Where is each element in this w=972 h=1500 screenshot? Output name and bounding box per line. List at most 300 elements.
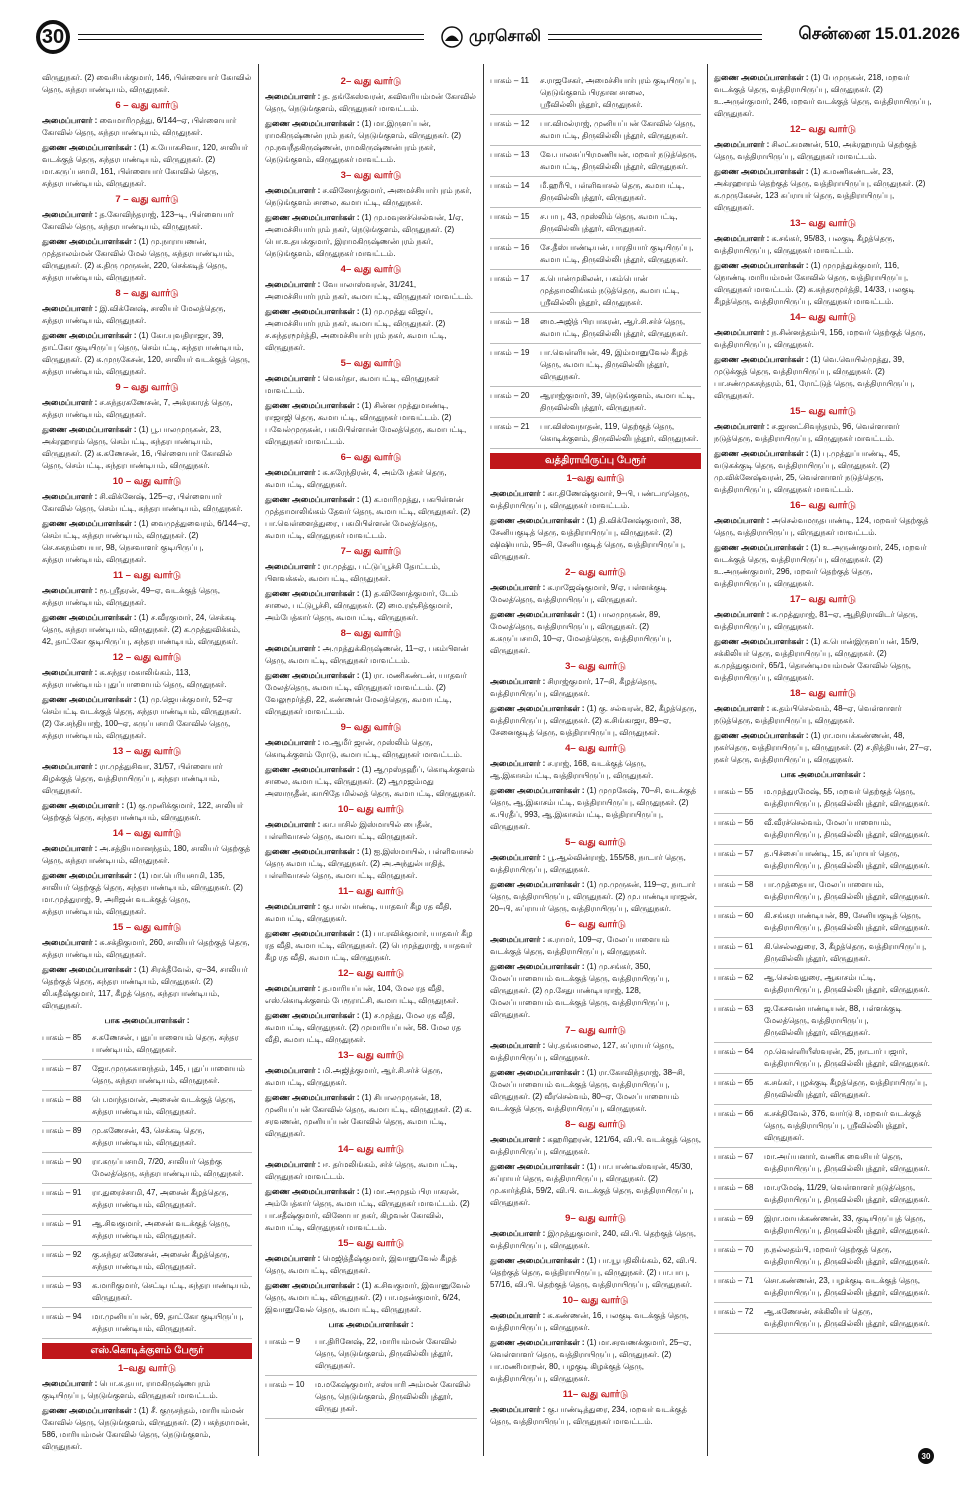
booth-organiser: ம.முத்துரமேஷ், 55, மறவர் தெற்குத் தெரு, வத்திராயிருப்பு, திருவில்லிபுத்தூர், விருதுநகர். (764, 787, 930, 808)
entry-text: ஈ. தர்மலிங்கம், சர்ச் தெரு, கூமாபட்டி, விருதுநகர் மாவட்டம். (265, 1160, 458, 1181)
booth-number: பாகம் – 56 (714, 818, 754, 827)
entry-text: (1) முமுகேஷ், 70–சி, வடக்குத் தெரு, ஆ.இகாசம்பட்டி, வத்திராயிருப்பு, விருதுநகர். (2) க.பிரதீப், 993, ஆ.இகாசம்பட்டி, வத்திராயிருப்பு, விருதுநகர். (490, 786, 697, 831)
role-label: அமைப்பாளர் : (265, 1160, 321, 1169)
organiser-entry (265, 983, 477, 1007)
organiser-entry (714, 327, 932, 351)
booth-organiser: மா.அய்யனார், வணிக வைசியர் தெரு, வத்திராயிருப்பு, திருவில்லிபுத்தூர், விருதுநகர். (764, 1152, 930, 1173)
organiser-entry (42, 937, 252, 961)
role-label: அமைப்பாளர் : (490, 1135, 546, 1144)
booth-number: பாகம் – 93 (42, 1281, 82, 1290)
organiser-entry (42, 142, 252, 190)
entry-text: (1) கு.முனிக்குமார், 122, சாலியர் தெற்குத் தெரு, சுந்தரபாண்டியம், விருதுநகர். (42, 801, 244, 822)
role-label: துணை அமைப்பாளர்கள் : (265, 1187, 360, 1196)
booth-organiser: மு.கணேசன், 43, செக்கடி தெரு, சுந்தரபாண்டியம், விருதுநகர். (92, 1126, 205, 1147)
entry-text: (1) மா.சரவணக்குமார், 25–ஏ, வெள்ளாளர் தெரு, வத்திராயிருப்பு, விருதுநகர். (2) பா.மணிமாறன், 80, பழகுடி கிழக்குத் தெரு, வத்திராயிருப்பு, விருதுநகர். (490, 1338, 692, 1383)
organiser-entry (714, 448, 932, 496)
booth-organiser: க.சக்திவேல், 376, வார்டு 8, மறவர் வடக்குத் தெரு, வத்திராயிருப்பு, ஸ்ரீவில்லிபுத்தூர், விருதுநகர். (764, 1109, 922, 1142)
role-label: அமைப்பாளர் : (265, 1254, 321, 1263)
ward-heading: 16– வது வார்டு (790, 500, 856, 511)
entry-text: இ.விக்னேஷ், சாலியர் மேலத்தெரு, சுந்தரபாண்டியம், விருதுநகர். (42, 304, 226, 325)
organiser-entry (265, 819, 477, 843)
booth-organiser: ஆராஜ்குமார், 39, நெடுங்குளம், கூமாபட்டி, திருவில்லிபுத்தூர், விருதுநகர். (540, 391, 695, 412)
role-label: துணை அமைப்பாளர் : (42, 801, 125, 810)
booth-number: பாகம் – 85 (42, 1033, 82, 1042)
rising-sun-icon (441, 26, 463, 48)
booth-row (265, 1333, 477, 1376)
organiser-entry (490, 1040, 701, 1064)
ward-heading: 11 – வது வார்டு (112, 570, 182, 581)
booth-row (265, 1376, 477, 1419)
entry-text: (1) கோ.யுவதிராஜா, 39, தாட்கோ குடியிருப்பு தெரு, செம்பட்டி, சுந்தரபாண்டியம், விருதுநகர். (2) க.முருகேசன், 120, சாலியர் வடக்குத் தெரு, சுந்தரபாண்டியம், விருதுநகர். (42, 331, 250, 376)
ward-heading: 15 – வது வார்டு (112, 922, 182, 933)
role-label: அமைப்பாளர் : (714, 140, 770, 149)
booth-organiser: ஜோ.முருககாளந்தம், 145, புதுப்பாளையம் தெரு, சுந்தரபாண்டியம், விருதுநகர். (92, 1064, 245, 1085)
entry-text: (1) மா.பெரியசாமி, 135, சாலியர் தெற்குத் தெரு, சுந்தரபாண்டியம், விருதுநகர். (2) மா.முத்துராஜ், 9, அரிஜன் வடக்குத் தெரு, சுந்தரபாண்டியம், விருதுநகர். (42, 871, 243, 916)
entry-text: (1) சிபாலமுருகன், 18, முனியப்பன் கோவில் தெரு, கூமாபட்டி, விருதுநகர். (2) க. சரவணன், முனியப்பன் கோவில் தெரு, கூமாபட்டி, விருதுநகர். (265, 1093, 472, 1138)
entry-text: (1) பூ.பாலமுருகன், 23, அக்ரஹாரம் தெரு, செம்பட்டி, சுந்தரபாண்டியம், விருதுநகர். (2) க.கணேசன், 16, பிள்ளையார் கோவில் தெரு, செம்பட்டி, சுந்தரபாண்டியம், விருதுநகர். (42, 425, 233, 470)
entry-text: கா.பாசில் இஸ்மாயில் பைதீன், பள்ளிவாசல் தெரு, கூமாபட்டி, விருதுநகர். (265, 820, 433, 841)
entry-text: கு.பால்பாண்டி, யாதவர் கீழ ரத வீதி, கூமாபட்டி, விருதுநகர். (265, 902, 452, 923)
booth-row (714, 783, 932, 814)
organiser-entry (42, 843, 252, 867)
booth-organiser: க.பொன்முகிலன், பசும்பொன் முத்தாமலிங்கம் நடுத்தெரு, கூமாபட்டி, ஸ்ரீவில்லிபுத்தூர், விருதுநகர். (540, 274, 680, 307)
entry-text: (1) ஆமுஸ்தஹீப், கொடிக்குளம் சாலை, கூமாபட்டி, விருதுநகர். (2) ஆமுஜம்மது அஸாருதீன், காயிதே மில்லத் தெரு, கூமாபட்டி, விருதுநகர். (265, 765, 476, 798)
entry-text: ச.ராஜ், 168, வடக்குத் தெரு, ஆ.இகாசம்பட்டி, வத்திராயிருப்பு, விருதுநகர். (490, 759, 654, 780)
entry-text: த.கோவிந்தராஜ், 123–டி, பிள்ளையார் கோவில் தெரு, சுந்தரபாண்டியம், விருதுநகர். (42, 210, 234, 231)
ward-heading: 6– வது வார்டு (340, 452, 402, 463)
role-label: துணை அமைப்பாளர்கள் : (490, 1068, 585, 1077)
booth-organiser: பா.திரினேஷ், 22, மாரியம்மன் கோவில் தெரு, நெடுங்குளம், திருவில்லிபுத்தூர், விருதுநகர். (315, 1337, 457, 1370)
booth-organiser: பெ.மாந்தமான், அசைன் வடக்குத் தெரு, சுந்தரபாண்டியம், விருதுநகர். (92, 1095, 236, 1116)
role-label: அமைப்பாளர் : (714, 704, 770, 713)
role-label: அமைப்பாளர் : (42, 844, 98, 853)
section-subheading: பாக அமைப்பாளர்கள் : (328, 1320, 414, 1329)
role-label: அமைப்பாளர் : (42, 304, 98, 313)
role-label: துணை அமைப்பாளர்கள் : (490, 786, 585, 795)
organiser-entry (265, 373, 477, 397)
role-label: அமைப்பாளர் : (265, 738, 321, 747)
ward-heading: 3– வது வார்டு (565, 661, 626, 672)
masthead (8, 20, 964, 62)
role-label: துணை அமைப்பாளர்கள் : (714, 637, 809, 646)
role-label: அமைப்பாளர் : (714, 422, 770, 431)
page-number: 30 (41, 25, 65, 48)
booth-organiser: சே.தீஸ்பாண்டியன், பாரதியார் குடியிருப்பு, கூமாபட்டி, திருவில்லிபுத்தூர், விருதுநகர். (540, 243, 694, 264)
booth-number: பாகம் – 66 (714, 1109, 754, 1118)
booth-row (490, 177, 701, 208)
organiser-entry (42, 115, 252, 139)
entry-text: (1) ச.வீரகுமார், 24, செக்கடி தெரு, சுந்தரபாண்டியம், விருதுநகர். (2) க.முத்துவிக்கம், 42, தாட்கோ குடியிருப்பு, சுந்தரபாண்டியம், விருதுநகர். (42, 613, 241, 646)
organiser-entry (714, 542, 932, 590)
ward-heading: 6– வது வார்டு (565, 919, 626, 930)
organiser-entry (265, 185, 477, 209)
entry-text: (1) மு.முருகன், 119–ஏ, நாடார் தெரு, வத்திராயிருப்பு, விருதுநகர். (2) மு.பாண்டியராஜன், 20–பி, சுப்ராயர் தெரு, வத்திராயிருப்பு, விருதுநகர். (490, 880, 697, 913)
entry-text: கு.பாண்டித்துரை, 234, மறவர் வடக்குத் தெரு, வத்திராயிருப்பு, விருதுநகர் மாவட்டம். (490, 1405, 687, 1426)
booth-number: பாகம் – 16 (490, 243, 530, 252)
organiser-entry (490, 852, 701, 876)
booth-row (714, 1105, 932, 1148)
organiser-entry (490, 1134, 701, 1158)
organiser-entry (714, 72, 932, 120)
entry-text: (1) மு.ஜெயக்குமார், 52–ஏ செம்பட்டி வடக்குத் தெரு, சுந்தரபாண்டியம், விருதுநகர். (2) சே.சந்தியாஜ், 100–ஏ, கருப்பசாமி கோவில் தெரு, சுந்தரபாண்டியம், விருதுநகர். (42, 695, 242, 740)
entry-text: (1) மு.நாராயணன், முத்தாலம்மன் கோவில் மேல் தெரு, சுந்தரபாண்டியம், விருதுநகர். (2) க.திரு முருகன், 220, செக்கடித் தெரு, சுந்தரபாண்டியம், விருதுநகர். (42, 237, 235, 282)
entry-text: ச.வினோத்குமார், அமைச்சியார்புரம் நகர், நெடுங்குளம் சாலை, கூமாபட்டி, விருதுநகர். (265, 186, 472, 207)
organiser-entry (490, 1228, 701, 1252)
booth-row (42, 1153, 252, 1184)
entry-text: சி.விக்னேஷ், 125–ஏ, பிள்ளையார் கோவில் தெரு, செம்பட்டி, சுந்தரபாண்டியம், விருதுநகர். (42, 492, 243, 513)
entry-text: பொ.க.தயா, ராமகிருஷ்ணபுரம் குடியிருப்பு, நெடுங்குளம், விருதுநகர் மாவட்டம். (42, 1379, 218, 1400)
entry-text: (1) த.வினோத்குமார், டேம் சாலை, பட்டுபூச்சி, விருதுநகர். (2) மை.ரஞ்சித்குமார், அம்பேத்கார் தெரு, கூமாபட்டி, விருதுநகர். (265, 589, 458, 622)
ward-heading: 11– வது வார்டு (338, 886, 404, 897)
booth-organiser: ஜ.கேசவன்பாண்டியன், 88, பள்ளக்குடி மேலத்தெரு, வத்திராயிருப்பு, திருவில்லிபுத்தூர், விருதுநகர். (764, 1004, 902, 1037)
booth-row (42, 1184, 252, 1215)
entry-text: க.முத்துராஜ், 81–ஏ, ஆதிதிராவிடர் தெரு, வத்திராயிருப்பு, விருதுநகர். (714, 610, 918, 631)
booth-number: பாகம் – 14 (490, 181, 530, 190)
booth-organiser: ரா.துரைச்சாமி, 47, அசைன் கீழத்தெரு, சுந்தரபாண்டியம், விருதுநகர். (92, 1188, 229, 1209)
role-label: அமைப்பாளர் : (490, 583, 546, 592)
footer-page-number: 30 (918, 1448, 934, 1464)
entry-text: சு.சக்திகுமார், 260, சாலியர் தெற்குத் தெரு, சுந்தரபாண்டியம், விருதுநகர். (42, 938, 250, 959)
organiser-entry (490, 1161, 701, 1209)
role-label: அமைப்பாளர் : (714, 328, 770, 337)
ward-heading: 5– வது வார்டு (340, 358, 402, 369)
entry-text: (1) க.மாரிமுத்து, பகபிள்ளன் முத்தாமாலிங்கம் தேவர் தெரு, கூமாபட்டி, விருதுநகர். (2) பா.வெள்ளைத்துரை, பகமிபிள்ளன் மேலத்தெரு, கூமாபட்டி, விருதுநகர் மாவட்டம். (265, 495, 471, 540)
ward-heading: 1–வது வார்டு (117, 1363, 177, 1374)
ward-heading: 10 – வது வார்டு (112, 476, 182, 487)
entry-text: வெகர்தா, கூமாபட்டி, விருதுநகர் மாவட்டம். (265, 374, 440, 395)
booth-number: பாகம் – 12 (490, 119, 530, 128)
organiser-entry (490, 785, 701, 833)
booth-organiser: த.பிச்சைப்பாண்டி, 15, சுப்ராயர் தெரு, வத்திராயிருப்பு, திருவில்லிபுத்தூர், விருதுநகர். (764, 849, 930, 870)
entry-text: க.ராமர், 109–ஏ, மேலப்பாளையம் வடக்குத் தெரு, வத்திராயிருப்பு, விருதுநகர். (490, 935, 670, 956)
ward-heading: 1–வது வார்டு (566, 473, 625, 484)
entry-text: (1) பா.ரவிக்குமார், யாதவர் கீழ ரத வீதி, கூமாபட்டி, விருதுநகர். (2) பெமுத்துராஜ், யாதவர் கீழ ரத வீதி, கூமாபட்டி, விருதுநகர். (265, 929, 473, 962)
booth-number: பாகம் – 65 (714, 1078, 754, 1087)
entry-text: (1) க.பொன்இருளப்பன், 15/9, சக்கிலியர் தெரு, வத்திராயிருப்பு, விருதுநகர். (2) க.முத்துகுமார், 65/1, தொண்டிமயம்மன் கோவில் தெரு, வத்திராயிருப்பு, விருதுநகர். (714, 637, 919, 682)
role-label: துணை அமைப்பாளர்கள் : (265, 929, 360, 938)
booth-row (490, 270, 701, 313)
organiser-entry (42, 761, 252, 797)
booth-organiser: இரா.மாயக்கண்ணன், 33, குடியிருப்புத் தெரு, வத்திராயிருப்பு, திருவில்லிபுத்தூர், விருதுநகர். (764, 1214, 930, 1235)
booth-organiser: சொ.கண்ணன், 23, பழக்குடி வடக்குத் தெரு, வத்திராயிருப்பு, திருவில்லிபுத்தூர், விருதுநகர். (764, 1276, 930, 1297)
entry-text: (1) பேமுருகன், 218, மறவர் வடக்குத் தெரு, வத்திராயிருப்பு, விருதுநகர். (2) உ.அருள்குமார், 246, மறவர் வடக்குத் தெரு, வத்திராயிருப்பு, விருதுநகர். (714, 73, 932, 118)
organiser-entry (42, 1378, 252, 1402)
organiser-entry (490, 961, 701, 1021)
entry-text: ரா.முத்துசிவா, 31/57, பிள்ளையார் கிழக்குத் தெரு, வத்திராயிருப்பு, சுந்தரபாண்டியம், விருதுநகர். (42, 762, 223, 795)
ward-heading: 12– வது வார்டு (790, 124, 856, 135)
booth-organiser: ஆ.சிவகுமார், அசைன் வடக்குத் தெரு, சுந்தரபாண்டியம், விருதுநகர். (92, 1219, 231, 1240)
organiser-entry (42, 1405, 252, 1453)
booth-row (42, 1060, 252, 1091)
entry-text: (1) பாலமுருகன், 89, மேலத்தெரு, வத்திராயிருப்பு, விருதுநகர். (2) க.கருப்பசாமி, 10–ஏ, மேலத்தெரு, வத்திராயிருப்பு, விருதுநகர். (490, 610, 672, 655)
entry-text: (1) சீ. குருசந்தம், மாரியம்மன் கோவில் தெரு, நெடுங்குளம், விருதுநகர். (2) பகந்தராமன், 586, மாரியம்மன் கோவில் தெரு, நெடுங்குளம், விருதுநகர். (42, 1406, 250, 1451)
ward-heading: 18– வது வார்டு (790, 688, 856, 699)
role-label: அமைப்பாளர் : (490, 759, 546, 768)
ward-heading: 14– வது வார்டு (790, 312, 856, 323)
entry-text: (1) ரா.கோவிந்தராஜ், 38–சி, மேலப்பாளையம் வடக்குத் தெரு, வத்திராயிருப்பு, விருதுநகர். (2) வீரசெல்வம், 80–ஏ, மேலப்பாளையம் வடக்குத் தெரு, வத்திராயிருப்பு, விருதுநகர். (490, 1068, 685, 1113)
entry-text: (1) ரா. மணிகண்டன், யாதவர் மேலத்தெரு, கூமாபட்டி, விருதுநகர் மாவட்டம். (2) வேலுமூர்த்தி, 22, கண்ணன் மேலத்தெரு, கூமாபட்டி, விருதுநகர் மாவட்டம். (265, 671, 467, 716)
entry-text: (1) மு.மவுனச்செல்வன், 1/ஏ, அமைச்சியார்புரம் நகர், நெடுங்குளம், விருதுநகர். (2) பொ.உதயக்குமார், இராமகிருஷ்ணன்புரம் நகர், நெடுங்குளம், விருதுநகர் மாவட்டம். (265, 213, 464, 258)
organiser-entry (265, 306, 477, 354)
organiser-entry (265, 928, 477, 964)
role-label: அமைப்பாளர் : (42, 1379, 98, 1388)
organiser-entry (265, 494, 477, 542)
booth-organiser: பா.விமல்ராஜ், முனியப்பன் கோவில் தெரு, கூமாபட்டி, திருவில்லிபுத்தூர், விருதுநகர். (540, 119, 696, 140)
booth-number: பாகம் – 58 (714, 880, 754, 889)
organiser-entry (714, 166, 932, 214)
role-label: அமைப்பாளர் : (265, 92, 321, 101)
entry-text: (1) பு.முத்துப்பாண்டி, 45, வடுகக்குடி தெரு, வத்திராயிருப்பு, விருதுநகர். (2) மு.விக்னேஷ்வரன், 25, வெள்ளாளர் நடுத்தெரு, வத்திராயிருப்பு, விருதுநகர் மாவட்டம். (714, 449, 901, 494)
role-label: அமைப்பாளர் : (265, 984, 321, 993)
booth-number: பாகம் – 90 (42, 1157, 82, 1166)
role-label: அமைப்பாளர் : (42, 398, 98, 407)
booth-row (714, 1303, 932, 1334)
booth-organiser: ஆ.கணேசன், சக்கிலியர் தெரு, வத்திராயிருப்பு, திருவில்லிபுத்தூர், விருதுநகர். (764, 1307, 930, 1328)
organiser-entry (265, 764, 477, 800)
role-label: துணை அமைப்பாளர்கள் : (714, 731, 809, 740)
booth-row (714, 814, 932, 845)
column-2 (258, 64, 483, 1456)
booth-row (490, 387, 701, 418)
ward-heading: 4– வது வார்டு (565, 743, 626, 754)
entry-text: அசெல்வமருதபாண்டி, 124, மறவர் தெற்குத் தெரு, வத்திராயிருப்பு, விருதுநகர் மாவட்டம். (714, 516, 929, 537)
role-label: அமைப்பாளர் : (42, 116, 98, 125)
role-label: துணை அமைப்பாளர்கள் : (265, 1011, 360, 1020)
entry-text: கஹரிஹரன், 121/64, வி.பி. வடக்குத் தெரு, வத்திராயிருப்பு, விருதுநகர். (490, 1135, 702, 1156)
column-4 (707, 64, 938, 1456)
booth-row (490, 72, 701, 115)
entry-text: (1) க.யோகசிவா, 120, சாலியர் வடக்குத் தெரு, சுந்தரபாண்டியம், விருதுநகர். (2) மா.கருப்பசாமி, 161, பிள்ளையார் கோவில் தெரு, சுந்தரபாண்டியம், விருதுநகர். (42, 143, 249, 188)
organiser-entry (714, 354, 932, 402)
role-label: துணை அமைப்பாளர்கள் : (265, 589, 360, 598)
role-label: அமைப்பாளர் : (714, 516, 770, 525)
entry-text: விருதுநகர். (2) வைசியக்குமார், 146, பிள்ளையார் கோவில் தெரு, சுந்தரபாண்டியம், விருதுநகர். (42, 73, 252, 94)
booth-organiser: மை.அஜித் பிரபாகரன், ஆர்.சி.சர்ச் தெரு, கூமாபட்டி, திருவில்லிபுத்தூர், விருதுநகர். (540, 317, 688, 338)
role-label: துணை அமைப்பாளர்கள் : (265, 213, 360, 222)
role-label: அமைப்பாளர் : (490, 1405, 546, 1414)
organiser-entry (265, 212, 477, 260)
organiser-entry (714, 636, 932, 684)
role-label: துணை அமைப்பாளர்கள் : (490, 704, 585, 713)
booth-number: பாகம் – 71 (714, 1276, 754, 1285)
organiser-entry (714, 609, 932, 633)
booth-organiser: மு.வெள்ளியீஸ்வரன், 25, நாடார் பஜார், வத்திராயிருப்பு, திருவில்லிபுத்தூர், விருதுநகர். (764, 1047, 930, 1068)
entry-text: க.சுரேந்திரன், 4, அம்பேத்கர் தெரு, கூமாபட்டி, விருதுநகர். (265, 468, 447, 489)
booth-number: பாகம் – 88 (42, 1095, 82, 1104)
entry-text: க.சுந்தர மகாலிங்கம், 113, சுந்தரபாண்டியம் புதுப்பாளையம் தெரு, விருதுநகர். (42, 668, 227, 689)
booth-organiser: பா.வெள்ளியன், 49, இம்மானுவேல் கீழத் தெரு, கூமாபட்டி, திருவில்லிபுத்தூர், விருதுநகர். (540, 348, 688, 381)
booth-row (714, 1043, 932, 1074)
role-label: துணை அமைப்பாளர்கள் : (714, 167, 809, 176)
organiser-entry (42, 236, 252, 284)
booth-row (714, 1179, 932, 1210)
role-label: துணை அமைப்பாளர்கள் : (265, 765, 360, 774)
booth-organiser: வீ.வீரச்செல்வம், மேலப்பாளையம், வத்திராயிருப்பு, திருவில்லிபுத்தூர், விருதுநகர். (764, 818, 930, 839)
entry-text: (1) மா.இருளப்பன், ராமகிருஷ்ணன்புரம் நகர், நெடுங்குளம், விருதுநகர். (2) மு.நவநீதகிருஷ்ணன், ராமகிருஷ்ணன்புரம் நகர், நெடுங்குளம், விருதுநகர் மாவட்டம். (265, 119, 462, 164)
ward-heading: 11– வது வார்டு (562, 1389, 629, 1400)
organiser-entry (265, 1010, 477, 1046)
role-label: துணை அமைப்பாளர்கள் : (42, 237, 137, 246)
booth-row (714, 845, 932, 876)
role-label: அமைப்பாளர் : (265, 562, 321, 571)
booth-row (42, 1308, 252, 1339)
organiser-entry (714, 515, 932, 539)
booth-organiser: கி.சங்கரபாண்டியன், 89, சேனியகுடித் தெரு, வத்திராயிருப்பு, திருவில்லிபுத்தூர், விருதுநகர். (764, 911, 930, 932)
organiser-entry (714, 139, 932, 163)
role-label: அமைப்பாளர் : (490, 853, 546, 862)
role-label: அமைப்பாளர் : (265, 468, 321, 477)
booth-row (714, 1210, 932, 1241)
role-label: துணை அமைப்பாளர்கள் : (714, 449, 809, 458)
entry-text: த.மாரியப்பன், 104, மேல ரத வீதி, எஸ்.கொடிக்குளம் பேரூராட்சி, கூமாபட்டி, விருதுநகர். (265, 984, 459, 1005)
booth-organiser: மா.ரமேஷ், 11/29, வெள்ளாளர் நடுத்தெரு, வத்திராயிருப்பு, திருவில்லிபுத்தூர், விருதுநகர். (764, 1183, 930, 1204)
column-3 (483, 64, 707, 1456)
entry-text: இமுத்துகுமார், 240, வி.பி. தெற்குத் தெரு, வத்திராயிருப்பு, விருதுநகர். (490, 1229, 696, 1250)
entry-text: (1) ச.முத்து, மேல ரத வீதி, கூமாபட்டி, விருதுநகர். (2) முமாரியப்பன், 58. மேல ரத வீதி, கூமாபட்டி, விருதுநகர். (265, 1011, 461, 1044)
organiser-entry (490, 676, 701, 700)
dateline: சென்னை 15.01.2026 (798, 24, 960, 43)
ward-heading: 5– வது வார்டு (565, 837, 626, 848)
organiser-entry (265, 643, 477, 667)
role-label: துணை அமைப்பாளர்கள் : (265, 307, 360, 316)
entry-text: ரெ.தங்கமலை, 127, சுப்ராயர் தெரு, வத்திராயிருப்பு, விருதுநகர். (490, 1041, 675, 1062)
organiser-entry (490, 1310, 701, 1334)
booth-row (490, 418, 701, 449)
role-label: துணை அமைப்பாளர்கள் : (265, 671, 360, 680)
role-label: துணை அமைப்பாளர்கள் : (42, 871, 137, 880)
entry-text: த. தங்கேஸ்வரன், சுவிவரியம்மன் கோவில் தெரு, நெடுங்குளம், விருதுநகர் மாவட்டம். (265, 92, 476, 113)
ward-heading: 12– வது வார்டு (338, 968, 404, 979)
role-label: துணை அமைப்பாளர்கள் : (490, 962, 585, 971)
entry-text: (1) க.மணிகண்டன், 23, அக்ரஹாரம் தெற்குத் தெரு, வத்திராயிருப்பு, விருதுநகர். (2) க.முருகேசன், 123 சுப்ராயர் தெரு, வத்திராயிருப்பு, விருதுநகர். (714, 167, 926, 212)
town-heading: வத்திராயிருப்பு பேரூர் (490, 453, 701, 469)
role-label: துணை அமைப்பாளர்கள் : (490, 516, 585, 525)
ward-heading: 12 – வது வார்டு (112, 652, 182, 663)
entry-text: (1) சிரக்தீவேல், ஏ–34, சாலியர் தெற்குத் தெரு, சுந்தரபாண்டியம், விருதுநகர். (2) லி.கதீஷ்குமார், 117, கீழத் தெரு, சுந்தரபாண்டியம், விருதுநகர். (42, 965, 248, 1010)
organiser-entry (42, 330, 252, 378)
booth-number: பாகம் – 55 (714, 787, 754, 796)
booth-number: பாகம் – 72 (714, 1307, 754, 1316)
role-label: அமைப்பாளர் : (265, 374, 321, 383)
entry-text: (1) ரா.மாயக்கண்ணன், 48, நகர்தெரு, வத்திராயிருப்பு, விருதுநகர். (2) ச.நித்தியன், 27–ஏ, நகர் தெரு, வத்திராயிருப்பு, விருதுநகர். (714, 731, 932, 764)
role-label: அமைப்பாளர் : (42, 668, 98, 677)
role-label: துணை அமைப்பாளர்கள் : (42, 965, 137, 974)
booth-row (42, 1029, 252, 1060)
booth-row (490, 208, 701, 239)
role-label: அமைப்பாளர் : (265, 644, 321, 653)
columns (36, 64, 938, 1456)
entry-text: (1) உ.அருண்குமார், 245, மறவர் வடக்குத் தெரு, வத்திராயிருப்பு, விருதுநகர். (2) உ.அருண்குமார், 296, மறவர் தெற்குத் தெரு, வத்திராயிருப்பு, விருதுநகர். (714, 543, 927, 588)
organiser-entry (265, 670, 477, 718)
entry-text: (1) மு.சங்கர், 350, மேலப்பாளையம் வடக்குத் தெரு, வத்திராயிருப்பு, விருதுநகர். (2) மு.சேதுபாண்டியராஜ், 128, மேலப்பாளையம் வடக்குத் தெரு, வத்திராயிருப்பு, விருதுநகர். (490, 962, 670, 1019)
ward-heading: 9– வது வார்டு (340, 722, 402, 733)
role-label: அமைப்பாளர் : (42, 762, 98, 771)
booth-organiser: பா.விஸ்வநாதன், 119, தெற்குத் தெரு, கொடிக்குளம், திருவில்லிபுத்தூர், விருதுநகர். (540, 422, 699, 443)
entry-text: (1) கு. சல்வரன், 82, கீழத்தெரு, வத்திராயிருப்பு, விருதுநகர். (2) க.சிங்காஜா, 89–ஏ, சேனைகுடித் தெரு, வத்திராயிருப்பு, விருதுநகர். (490, 704, 697, 737)
booth-row (714, 938, 932, 969)
ward-heading: 4– வது வார்டு (340, 264, 402, 275)
role-label: அமைப்பாளர் : (42, 492, 98, 501)
organiser-entry (265, 1253, 477, 1277)
booth-number: பாகம் – 63 (714, 1004, 754, 1013)
ward-heading: 15– வது வார்டு (790, 406, 856, 417)
entry-text: க.தம்பிசெல்வம், 48–ஏ, வெள்ளாளர் நடுத்தெரு, வத்திராயிருப்பு, விருதுநகர். (714, 704, 902, 725)
booth-row (490, 239, 701, 270)
organiser-entry (265, 1186, 477, 1234)
ward-heading: 14– வது வார்டு (338, 1144, 404, 1155)
entry-text: ரூ.ஸ்ரீதரன், 49–ஏ, வடக்குத் தெரு, சுந்தரபாண்டியம், விருதுநகர். (42, 586, 220, 607)
role-label: துணை அமைப்பாளர்கள் : (265, 1281, 360, 1290)
organiser-entry (42, 694, 252, 742)
organiser-entry (490, 515, 701, 563)
organiser-entry (490, 582, 701, 606)
role-label: அமைப்பாளர் : (490, 1229, 546, 1238)
booth-row (42, 1215, 252, 1246)
role-label: துணை அமைப்பாளர்கள் : (490, 610, 585, 619)
role-label: துணை அமைப்பாளர்கள் : (490, 1338, 585, 1347)
booth-number: பாகம் – 70 (714, 1245, 754, 1254)
booth-organiser: ச.ராஜசேகர், அமைச்சியார்புரம் குடியிருப்பு, நெடுங்குளம் பிரதான சாலை, ஸ்ரீவில்லிபுத்தூர், விருதுநகர். (540, 76, 697, 109)
organiser-entry (42, 585, 252, 609)
booth-number: பாகம் – 60 (714, 911, 754, 920)
organiser-entry (714, 421, 932, 445)
booth-number: பாகம் – 68 (714, 1183, 754, 1192)
ward-heading: 17– வது வார்டு (790, 594, 856, 605)
booth-organiser: கு.சுந்தர கணேசன், அசைன் கீழத்தெரு, சுந்தரபாண்டியம், விருதுநகர். (92, 1250, 230, 1271)
organiser-entry (265, 588, 477, 624)
role-label: துணை அமைப்பாளர்கள் : (714, 355, 809, 364)
booth-organiser: க.மாரிகுமார், செட்டிபட்டி, சுந்தரபாண்டியம், விருதுநகர். (92, 1281, 251, 1302)
role-label: அமைப்பாளர் : (490, 677, 546, 686)
entry-text: பூ.ஆல்வின்ராஜ், 155/58, நாடார் தெரு, வத்திராயிருப்பு, விருதுநகர். (490, 853, 686, 874)
booth-organiser: மா.முனியப்பன், 69, தாட்கோ குடியிருப்பு, சுந்தரபாண்டியம், விருதுநகர். (92, 1312, 244, 1333)
booth-row (714, 876, 932, 907)
role-label: அமைப்பாளர் : (265, 820, 321, 829)
role-label: அமைப்பாளர் : (265, 1066, 321, 1075)
entry-text: ச.ஜானட்சிவந்தரம், 96, வெள்ளாளர் நடுத்தெரு, வத்திராயிருப்பு, விருதுநகர் மாவட்டம். (714, 422, 900, 443)
role-label: துணை அமைப்பாளர்கள் : (42, 695, 137, 704)
entry-text: (1) முமுத்துக்குமார், 116, நொண்டி மாரியம்மன் கோவில் தெரு, வத்திராயிருப்பு, விருதுநகர் மாவட்டம். (2) க.சுந்தரமூர்த்தி, 14/33, பலகுடி கீழத்தெரு, வத்திராயிருப்பு, விருதுநகர் மாவட்டம். (714, 261, 915, 306)
entry-text: ந.சின்னத்தம்பி, 156, மறவர் தெற்குத் தெரு, வத்திராயிருப்பு, விருதுநகர். (714, 328, 926, 349)
booth-number: பாகம் – 18 (490, 317, 530, 326)
role-label: துணை அமைப்பாளர்கள் : (42, 143, 137, 152)
entry-text: ச.சுந்தரகணேசன், 7, அக்ரகாரத் தெரு, சுந்தரபாண்டியம், விருதுநகர். (42, 398, 233, 419)
organiser-entry (714, 703, 932, 727)
entry-text: (1) ஐ.இஸ்மாயில், பள்ளிவாசல் தெரு கூமாபட்டி, விருதுநகர். (2) அ.அந்துல்பாதித், பள்ளிவாசல் தெரு, கூமாபட்டி, விருதுநகர். (265, 847, 474, 880)
ward-heading: 8 – வது வார்டு (115, 288, 179, 299)
ward-heading: 2– வது வார்டு (565, 567, 626, 578)
role-label: துணை அமைப்பாளர்கள் : (42, 425, 137, 434)
organiser-entry (265, 737, 477, 761)
ward-heading: 7 – வது வார்டு (115, 194, 179, 205)
ward-heading: 7– வது வார்டு (340, 546, 402, 557)
booth-organiser: ஆ.செல்வதுரை, ஆகாசம்பட்டி, வத்திராயிருப்பு, திருவில்லிபுத்தூர், விருதுநகர். (764, 973, 930, 994)
booth-organiser: கி.செல்லதுரை, 3, கீழத்தெரு, வத்திராயிருப்பு, திருவில்லிபுத்தூர், விருதுநகர். (764, 942, 927, 963)
booth-number: பாகம் – 9 (265, 1337, 301, 1346)
booth-number: பாகம் – 62 (714, 973, 754, 982)
entry-text: மி.அஜித்குமார், ஆர்.சி.சர்ச் தெரு, கூமாபட்டி, விருதுநகர். (265, 1066, 443, 1087)
booth-row (490, 146, 701, 177)
organiser-entry (490, 934, 701, 958)
role-label: அமைப்பாளர் : (490, 489, 546, 498)
organiser-entry (42, 397, 252, 421)
booth-row (42, 1277, 252, 1308)
role-label: அமைப்பாளர் : (265, 280, 321, 289)
entry-text: (1) சின்ன முத்துமாண்டி, ராஜாஜி தெரு, கூமாபட்டி, விருதுநகர் மாவட்டம். (2) பவேல்முருகன், பகமிபிள்ளான் மேலத்தெரு, கூமாபட்டி, விருதுநகர் மாவட்டம். (265, 401, 467, 446)
booth-row (714, 1000, 932, 1043)
entry-text: அ.சத்தியமானந்தம், 180, சாலியர் தெற்குத் தெரு, சுந்தரபாண்டியம், விருதுநகர். (42, 844, 251, 865)
ward-heading: 6 – வது வார்டு (115, 100, 179, 111)
